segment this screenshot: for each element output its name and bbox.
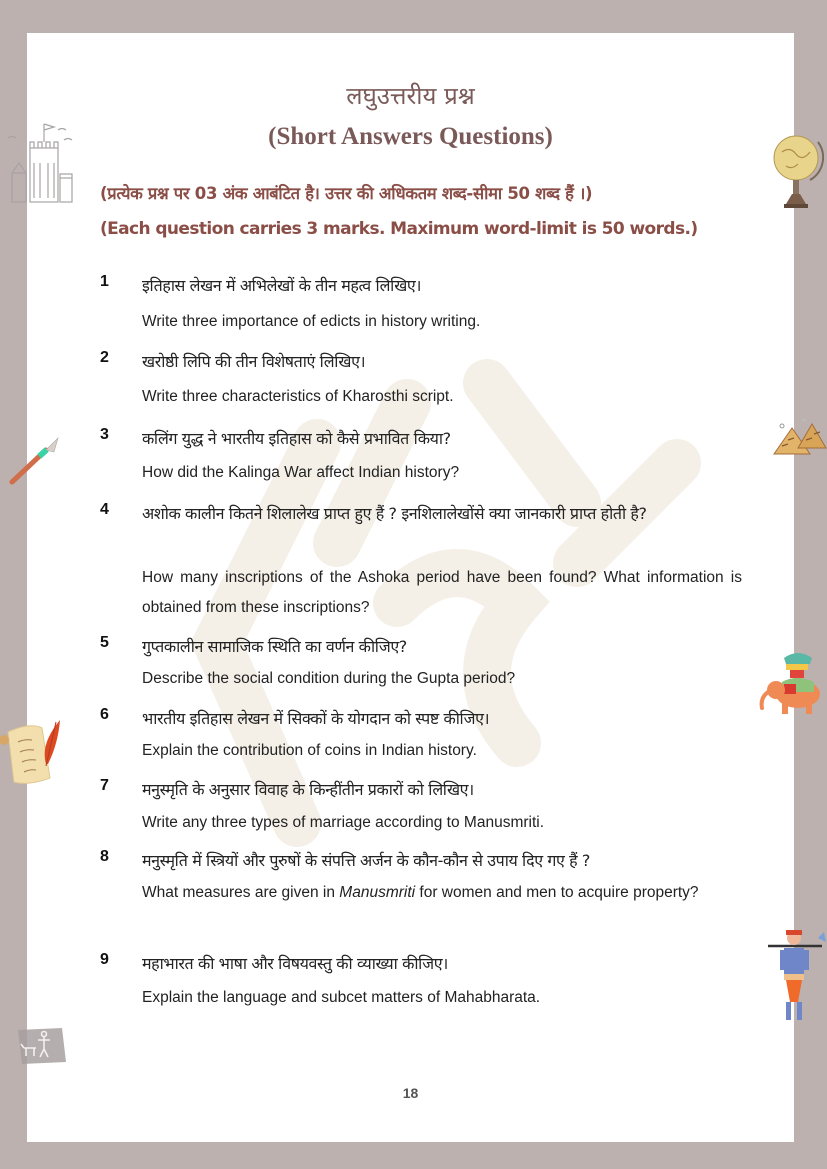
- question-hindi: मनुस्मृति के अनुसार विवाह के किन्हींतीन प्रकारों को लिखिए।: [142, 780, 474, 799]
- page: [27, 33, 794, 1142]
- question-hindi: भारतीय इतिहास लेखन में सिक्कों के योगदान को स्पष्ट कीजिए।: [142, 709, 490, 728]
- question-english-part: What measures are given in: [142, 884, 340, 901]
- question-hindi: अशोक कालीन कितने शिलालेख प्राप्त हुए हैं ? इनशिलालेखोंसे क्या जानकारी प्राप्त होती है?: [142, 504, 647, 523]
- page-title-hindi: लघुउत्तरीय प्रश्न: [346, 82, 475, 110]
- question-number: 1: [100, 273, 109, 290]
- question-english: Write any three types of marriage according to Manusmriti.: [142, 814, 545, 831]
- question-hindi: गुप्तकालीन सामाजिक स्थिति का वर्णन कीजिए?: [142, 637, 407, 656]
- question-english: How did the Kalinga War affect Indian history?: [142, 464, 460, 481]
- instructions-english: (Each question carries 3 marks. Maximum word-limit is 50 words.): [100, 219, 698, 239]
- question-english: Write three importance of edicts in history writing.: [142, 313, 481, 330]
- question-number: 7: [100, 777, 109, 794]
- question-number: 9: [100, 951, 109, 968]
- question-english: [142, 878, 742, 908]
- question-number: 4: [100, 501, 109, 518]
- question-hindi: इतिहास लेखन में अभिलेखों के तीन महत्व लिखिए।: [142, 276, 422, 295]
- question-hindi: मनुस्मृति में स्त्रियों और पुरुषों के संपत्ति अर्जन के कौन-कौन से उपाय दिए गए हैं ?: [142, 851, 591, 870]
- question-number: 2: [100, 349, 109, 366]
- cave-painting-icon: [14, 1020, 68, 1066]
- question-english: Explain the language and subcet matters of Mahabharata.: [142, 989, 541, 1006]
- question-number: 6: [100, 706, 109, 723]
- spear-icon: [6, 436, 62, 488]
- question-english: Write three characteristics of Kharosthi script.: [142, 388, 454, 405]
- globe-icon: [772, 122, 824, 212]
- fort-icon: [4, 118, 76, 204]
- question-english: Describe the social condition during the Gupta period?: [142, 670, 516, 687]
- question-number: 3: [100, 426, 109, 443]
- elephant-icon: [754, 648, 827, 718]
- question-hindi: खरोष्ठी लिपि की तीन विशेषताएं लिखिए।: [142, 352, 366, 371]
- question-number: 5: [100, 634, 109, 651]
- question-english-part: for women and men to acquire property?: [415, 884, 699, 901]
- page-title-english: (Short Answers Questions): [268, 123, 553, 150]
- question-hindi: कलिंग युद्ध ने भारतीय इतिहास को कैसे प्रभावित किया?: [142, 429, 451, 448]
- question-hindi: महाभारत की भाषा और विषयवस्तु की व्याख्या कीजिए।: [142, 954, 448, 973]
- question-english: How many inscriptions of the Ashoka period have been found? What information is obtained from these inscriptions?: [142, 569, 742, 616]
- question-english: Explain the contribution of coins in Indian history.: [142, 742, 477, 759]
- question-number: 8: [100, 848, 109, 865]
- manusmriti-italic: Manusmriti: [339, 884, 416, 901]
- warrior-icon: [764, 924, 827, 1028]
- instructions-hindi: (प्रत्येक प्रश्न पर 03 अंक आबंटित है। उत्तर की अधिकतम शब्द-सीमा 50 शब्द हैं ।): [100, 184, 593, 203]
- scroll-quill-icon: [0, 712, 64, 798]
- pyramids-icon: [770, 416, 827, 460]
- page-number: 18: [402, 1085, 419, 1101]
